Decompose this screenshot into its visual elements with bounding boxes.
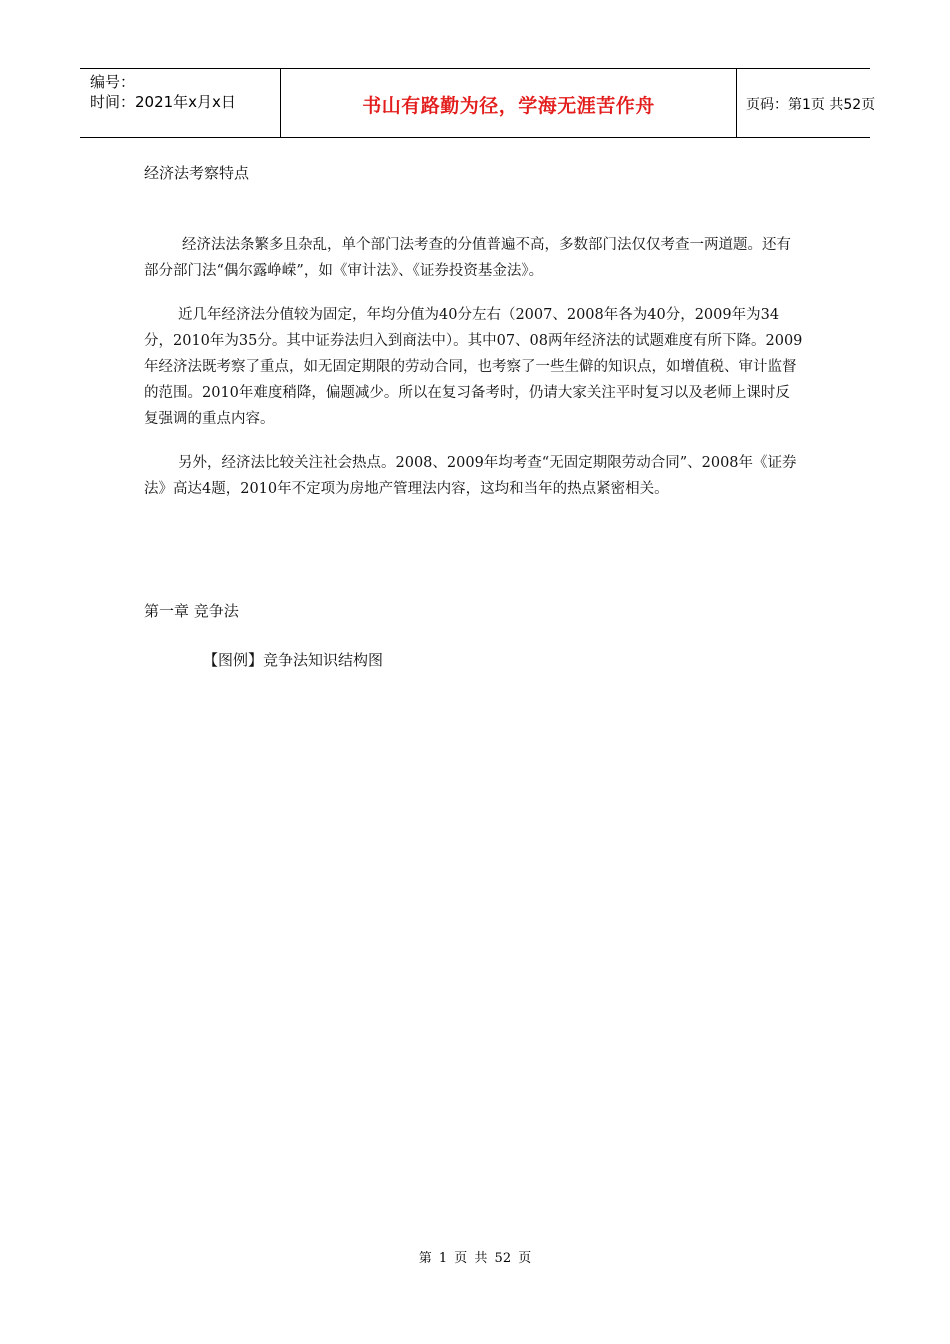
chapter-title: 第一章 竞争法 [144, 602, 239, 620]
paragraph-1 [144, 232, 804, 284]
page-footer: 第 1 页 共 52 页 [418, 1251, 532, 1266]
page-info: 页码：第1页 共52页 [746, 97, 876, 113]
paragraph-2 [144, 302, 804, 432]
document-header [80, 68, 876, 138]
paragraph-text: 经济法法条繁多且杂乱，单个部门法考查的分值普遍不高，多数部门法仅仅考查一两道题。还有部分部门法“偶尔露峥嵘”，如《审计法》、《证券投资基金法》。 [144, 237, 791, 279]
header-motto-cell [280, 69, 737, 137]
paragraph-text: 近几年经济法分值较为固定，年均分值为40分左右（2007、2008年各为40分，2009年为34分，2010年为35分。其中证券法归入到商法中）。其中07、08两年经济法的试题难度有所下降。2009年经济法既考察了重点，如无固定期限的劳动合同，也考察了一些生僻的知识点，如增值税、审计监督的范围。2010年难度稍降，偏题减少。所以在复习备考时，仍请大家关注平时复习以及老师上课时反复强调的重点内容。 [144, 307, 803, 427]
motto-text: 书山有路勤为径，学海无涯苦作舟 [362, 95, 655, 117]
header-page-cell [736, 69, 876, 137]
paragraph-3 [144, 450, 804, 502]
time-label: 时间：2021年x月x日 [90, 93, 236, 111]
paragraph-text: 另外，经济法比较关注社会热点。2008、2009年均考查“无固定期限劳动合同”、2008年《证券法》高达4题，2010年不定项为房地产管理法内容，这均和当年的热点紧密相关。 [144, 455, 797, 497]
section-title: 经济法考察特点 [144, 164, 250, 182]
header-meta-cell [80, 69, 280, 137]
figure-caption: 【图例】竞争法知识结构图 [203, 651, 384, 669]
number-label: 编号： [90, 73, 136, 91]
